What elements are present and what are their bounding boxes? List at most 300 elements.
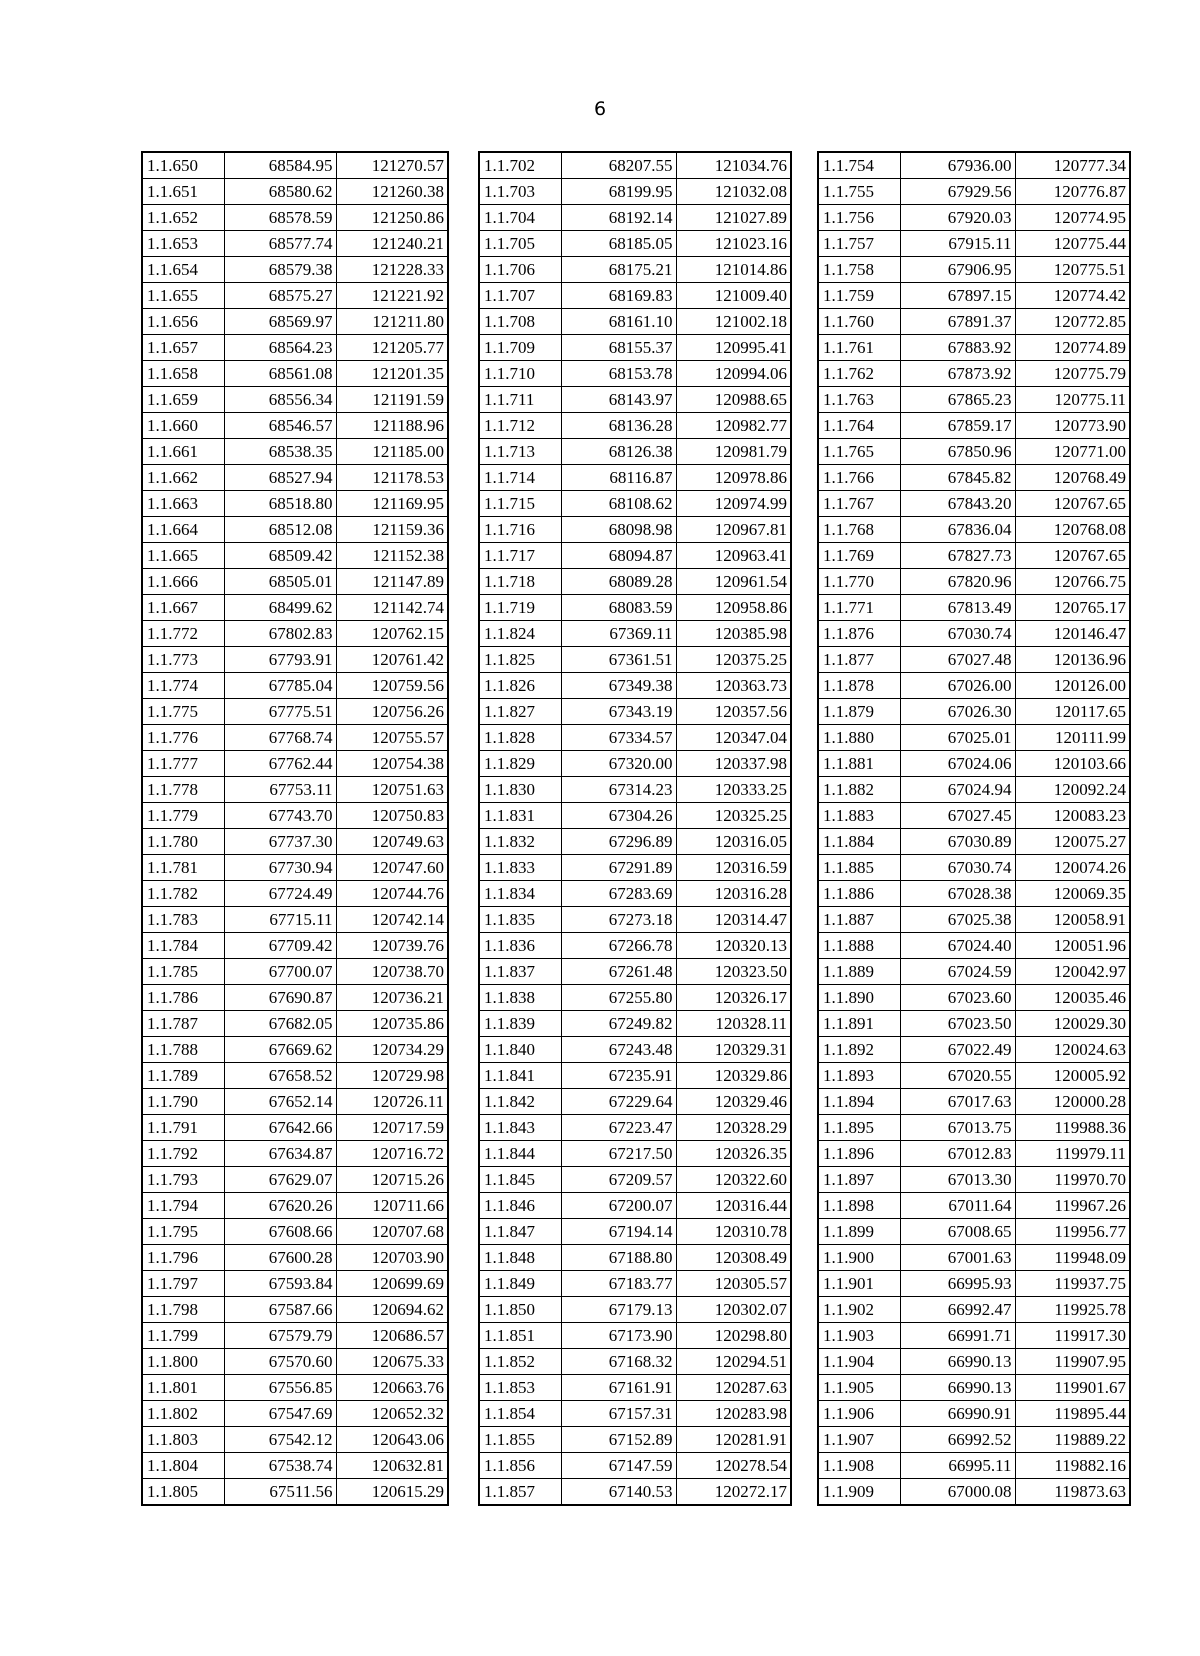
- table-row: [479, 309, 791, 335]
- x-coordinate-cell: 67775.51: [224, 699, 336, 725]
- x-coordinate-cell: 67349.38: [561, 673, 676, 699]
- point-id-cell: 1.1.881: [818, 751, 900, 777]
- x-coordinate-cell: 67147.59: [561, 1453, 676, 1479]
- x-coordinate-cell: 67579.79: [224, 1323, 336, 1349]
- table-row: [142, 491, 448, 517]
- table-row: [479, 959, 791, 985]
- table-row: [818, 751, 1130, 777]
- point-id-cell: 1.1.664: [142, 517, 224, 543]
- y-coordinate-cell: 120739.76: [336, 933, 448, 959]
- table-row: [142, 1193, 448, 1219]
- y-coordinate-cell: 120711.66: [336, 1193, 448, 1219]
- y-coordinate-cell: 120958.86: [676, 595, 791, 621]
- point-id-cell: 1.1.705: [479, 231, 561, 257]
- point-id-cell: 1.1.702: [479, 152, 561, 179]
- y-coordinate-cell: 120305.57: [676, 1271, 791, 1297]
- y-coordinate-cell: 120316.44: [676, 1193, 791, 1219]
- point-id-cell: 1.1.771: [818, 595, 900, 621]
- point-id-cell: 1.1.854: [479, 1401, 561, 1427]
- y-coordinate-cell: 120287.63: [676, 1375, 791, 1401]
- point-id-cell: 1.1.784: [142, 933, 224, 959]
- table-row: [479, 1141, 791, 1167]
- point-id-cell: 1.1.840: [479, 1037, 561, 1063]
- point-id-cell: 1.1.793: [142, 1167, 224, 1193]
- y-coordinate-cell: 120995.41: [676, 335, 791, 361]
- table-row: [818, 985, 1130, 1011]
- point-id-cell: 1.1.651: [142, 179, 224, 205]
- y-coordinate-cell: 120759.56: [336, 673, 448, 699]
- table-row: [479, 777, 791, 803]
- y-coordinate-cell: 119907.95: [1015, 1349, 1130, 1375]
- point-id-cell: 1.1.846: [479, 1193, 561, 1219]
- table-row: [818, 1479, 1130, 1506]
- point-id-cell: 1.1.825: [479, 647, 561, 673]
- x-coordinate-cell: 67850.96: [900, 439, 1015, 465]
- y-coordinate-cell: 120686.57: [336, 1323, 448, 1349]
- x-coordinate-cell: 67030.89: [900, 829, 1015, 855]
- table-row: [479, 1115, 791, 1141]
- y-coordinate-cell: 120755.57: [336, 725, 448, 751]
- point-id-cell: 1.1.804: [142, 1453, 224, 1479]
- x-coordinate-cell: 67753.11: [224, 777, 336, 803]
- x-coordinate-cell: 68207.55: [561, 152, 676, 179]
- table-row: [142, 751, 448, 777]
- table-row: [818, 491, 1130, 517]
- x-coordinate-cell: 67255.80: [561, 985, 676, 1011]
- x-coordinate-cell: 68538.35: [224, 439, 336, 465]
- x-coordinate-cell: 67027.45: [900, 803, 1015, 829]
- y-coordinate-cell: 120756.26: [336, 699, 448, 725]
- point-id-cell: 1.1.762: [818, 361, 900, 387]
- point-id-cell: 1.1.799: [142, 1323, 224, 1349]
- table-row: [818, 621, 1130, 647]
- y-coordinate-cell: 120632.81: [336, 1453, 448, 1479]
- x-coordinate-cell: 67283.69: [561, 881, 676, 907]
- table-row: [479, 1011, 791, 1037]
- x-coordinate-cell: 67891.37: [900, 309, 1015, 335]
- table-row: [818, 335, 1130, 361]
- x-coordinate-cell: 68575.27: [224, 283, 336, 309]
- y-coordinate-cell: 120051.96: [1015, 933, 1130, 959]
- x-coordinate-cell: 67017.63: [900, 1089, 1015, 1115]
- x-coordinate-cell: 67024.40: [900, 933, 1015, 959]
- point-id-cell: 1.1.805: [142, 1479, 224, 1506]
- point-id-cell: 1.1.836: [479, 933, 561, 959]
- y-coordinate-cell: 120774.42: [1015, 283, 1130, 309]
- table-row: [142, 309, 448, 335]
- y-coordinate-cell: 120316.28: [676, 881, 791, 907]
- table-row: [479, 1349, 791, 1375]
- x-coordinate-cell: 66990.13: [900, 1375, 1015, 1401]
- point-id-cell: 1.1.798: [142, 1297, 224, 1323]
- table-row: [479, 283, 791, 309]
- x-coordinate-cell: 67724.49: [224, 881, 336, 907]
- table-row: [818, 257, 1130, 283]
- x-coordinate-cell: 68512.08: [224, 517, 336, 543]
- x-coordinate-cell: 67243.48: [561, 1037, 676, 1063]
- point-id-cell: 1.1.826: [479, 673, 561, 699]
- y-coordinate-cell: 120754.38: [336, 751, 448, 777]
- x-coordinate-cell: 68584.95: [224, 152, 336, 179]
- x-coordinate-cell: 67188.80: [561, 1245, 676, 1271]
- point-id-cell: 1.1.896: [818, 1141, 900, 1167]
- y-coordinate-cell: 120326.17: [676, 985, 791, 1011]
- point-id-cell: 1.1.754: [818, 152, 900, 179]
- point-id-cell: 1.1.827: [479, 699, 561, 725]
- x-coordinate-cell: 67802.83: [224, 621, 336, 647]
- y-coordinate-cell: 121152.38: [336, 543, 448, 569]
- x-coordinate-cell: 67013.30: [900, 1167, 1015, 1193]
- table-row: [142, 335, 448, 361]
- point-id-cell: 1.1.905: [818, 1375, 900, 1401]
- table-row: [142, 283, 448, 309]
- table-row: [142, 1089, 448, 1115]
- y-coordinate-cell: 120729.98: [336, 1063, 448, 1089]
- table-row: [818, 1141, 1130, 1167]
- point-id-cell: 1.1.709: [479, 335, 561, 361]
- point-id-cell: 1.1.656: [142, 309, 224, 335]
- x-coordinate-cell: 67011.64: [900, 1193, 1015, 1219]
- y-coordinate-cell: 119956.77: [1015, 1219, 1130, 1245]
- x-coordinate-cell: 68192.14: [561, 205, 676, 231]
- x-coordinate-cell: 67897.15: [900, 283, 1015, 309]
- y-coordinate-cell: 119967.26: [1015, 1193, 1130, 1219]
- y-coordinate-cell: 121032.08: [676, 179, 791, 205]
- point-id-cell: 1.1.758: [818, 257, 900, 283]
- point-id-cell: 1.1.824: [479, 621, 561, 647]
- x-coordinate-cell: 67012.83: [900, 1141, 1015, 1167]
- y-coordinate-cell: 120765.17: [1015, 595, 1130, 621]
- y-coordinate-cell: 120775.44: [1015, 231, 1130, 257]
- y-coordinate-cell: 120967.81: [676, 517, 791, 543]
- x-coordinate-cell: 68556.34: [224, 387, 336, 413]
- point-id-cell: 1.1.715: [479, 491, 561, 517]
- point-id-cell: 1.1.837: [479, 959, 561, 985]
- table-row: [818, 907, 1130, 933]
- x-coordinate-cell: 67022.49: [900, 1037, 1015, 1063]
- table-row: [818, 725, 1130, 751]
- x-coordinate-cell: 68175.21: [561, 257, 676, 283]
- y-coordinate-cell: 120750.83: [336, 803, 448, 829]
- x-coordinate-cell: 67920.03: [900, 205, 1015, 231]
- point-id-cell: 1.1.769: [818, 543, 900, 569]
- x-coordinate-cell: 67511.56: [224, 1479, 336, 1506]
- x-coordinate-cell: 67642.66: [224, 1115, 336, 1141]
- point-id-cell: 1.1.666: [142, 569, 224, 595]
- x-coordinate-cell: 67682.05: [224, 1011, 336, 1037]
- y-coordinate-cell: 120675.33: [336, 1349, 448, 1375]
- point-id-cell: 1.1.710: [479, 361, 561, 387]
- x-coordinate-cell: 67608.66: [224, 1219, 336, 1245]
- table-row: [818, 933, 1130, 959]
- y-coordinate-cell: 120761.42: [336, 647, 448, 673]
- table-row: [142, 959, 448, 985]
- x-coordinate-cell: 68161.10: [561, 309, 676, 335]
- y-coordinate-cell: 120771.00: [1015, 439, 1130, 465]
- y-coordinate-cell: 120694.62: [336, 1297, 448, 1323]
- point-id-cell: 1.1.856: [479, 1453, 561, 1479]
- table-row: [818, 1427, 1130, 1453]
- x-coordinate-cell: 67013.75: [900, 1115, 1015, 1141]
- y-coordinate-cell: 120615.29: [336, 1479, 448, 1506]
- x-coordinate-cell: 67334.57: [561, 725, 676, 751]
- point-id-cell: 1.1.712: [479, 413, 561, 439]
- point-id-cell: 1.1.886: [818, 881, 900, 907]
- y-coordinate-cell: 121027.89: [676, 205, 791, 231]
- table-row: [142, 387, 448, 413]
- x-coordinate-cell: 67873.92: [900, 361, 1015, 387]
- point-id-cell: 1.1.847: [479, 1219, 561, 1245]
- x-coordinate-cell: 67235.91: [561, 1063, 676, 1089]
- point-id-cell: 1.1.713: [479, 439, 561, 465]
- point-id-cell: 1.1.834: [479, 881, 561, 907]
- y-coordinate-cell: 120982.77: [676, 413, 791, 439]
- x-coordinate-cell: 66990.13: [900, 1349, 1015, 1375]
- y-coordinate-cell: 120029.30: [1015, 1011, 1130, 1037]
- table-row: [479, 517, 791, 543]
- y-coordinate-cell: 119917.30: [1015, 1323, 1130, 1349]
- x-coordinate-cell: 67304.26: [561, 803, 676, 829]
- x-coordinate-cell: 67768.74: [224, 725, 336, 751]
- y-coordinate-cell: 119937.75: [1015, 1271, 1130, 1297]
- point-id-cell: 1.1.708: [479, 309, 561, 335]
- point-id-cell: 1.1.891: [818, 1011, 900, 1037]
- point-id-cell: 1.1.765: [818, 439, 900, 465]
- table-row: [142, 517, 448, 543]
- y-coordinate-cell: 120075.27: [1015, 829, 1130, 855]
- point-id-cell: 1.1.785: [142, 959, 224, 985]
- y-coordinate-cell: 119948.09: [1015, 1245, 1130, 1271]
- table-row: [479, 907, 791, 933]
- x-coordinate-cell: 67820.96: [900, 569, 1015, 595]
- x-coordinate-cell: 67843.20: [900, 491, 1015, 517]
- x-coordinate-cell: 67793.91: [224, 647, 336, 673]
- x-coordinate-cell: 67026.30: [900, 699, 1015, 725]
- x-coordinate-cell: 67547.69: [224, 1401, 336, 1427]
- y-coordinate-cell: 120302.07: [676, 1297, 791, 1323]
- x-coordinate-cell: 67556.85: [224, 1375, 336, 1401]
- point-id-cell: 1.1.832: [479, 829, 561, 855]
- table-row: [479, 1375, 791, 1401]
- y-coordinate-cell: 120767.65: [1015, 543, 1130, 569]
- x-coordinate-cell: 67785.04: [224, 673, 336, 699]
- point-id-cell: 1.1.661: [142, 439, 224, 465]
- table-row: [818, 283, 1130, 309]
- table-row: [142, 439, 448, 465]
- table-row: [142, 803, 448, 829]
- table-row: [818, 673, 1130, 699]
- y-coordinate-cell: 120768.49: [1015, 465, 1130, 491]
- point-id-cell: 1.1.704: [479, 205, 561, 231]
- x-coordinate-cell: 67709.42: [224, 933, 336, 959]
- y-coordinate-cell: 120774.89: [1015, 335, 1130, 361]
- point-id-cell: 1.1.833: [479, 855, 561, 881]
- point-id-cell: 1.1.783: [142, 907, 224, 933]
- y-coordinate-cell: 121240.21: [336, 231, 448, 257]
- table-row: [818, 465, 1130, 491]
- point-id-cell: 1.1.903: [818, 1323, 900, 1349]
- x-coordinate-cell: 67813.49: [900, 595, 1015, 621]
- table-row: [142, 257, 448, 283]
- x-coordinate-cell: 67173.90: [561, 1323, 676, 1349]
- coordinates-table-2: [478, 151, 792, 1506]
- x-coordinate-cell: 66992.47: [900, 1297, 1015, 1323]
- point-id-cell: 1.1.778: [142, 777, 224, 803]
- y-coordinate-cell: 120337.98: [676, 751, 791, 777]
- x-coordinate-cell: 67715.11: [224, 907, 336, 933]
- x-coordinate-cell: 68169.83: [561, 283, 676, 309]
- x-coordinate-cell: 68579.38: [224, 257, 336, 283]
- y-coordinate-cell: 120978.86: [676, 465, 791, 491]
- x-coordinate-cell: 67929.56: [900, 179, 1015, 205]
- y-coordinate-cell: 120749.63: [336, 829, 448, 855]
- x-coordinate-cell: 67600.28: [224, 1245, 336, 1271]
- y-coordinate-cell: 120974.99: [676, 491, 791, 517]
- y-coordinate-cell: 120314.47: [676, 907, 791, 933]
- y-coordinate-cell: 120375.25: [676, 647, 791, 673]
- table-row: [818, 1089, 1130, 1115]
- y-coordinate-cell: 121191.59: [336, 387, 448, 413]
- y-coordinate-cell: 120742.14: [336, 907, 448, 933]
- table-row: [142, 647, 448, 673]
- table-row: [142, 933, 448, 959]
- point-id-cell: 1.1.797: [142, 1271, 224, 1297]
- y-coordinate-cell: 120776.87: [1015, 179, 1130, 205]
- table-row: [479, 1297, 791, 1323]
- y-coordinate-cell: 120363.73: [676, 673, 791, 699]
- x-coordinate-cell: 68126.38: [561, 439, 676, 465]
- table-row: [142, 1271, 448, 1297]
- point-id-cell: 1.1.774: [142, 673, 224, 699]
- table-row: [142, 413, 448, 439]
- point-id-cell: 1.1.907: [818, 1427, 900, 1453]
- point-id-cell: 1.1.888: [818, 933, 900, 959]
- y-coordinate-cell: 119873.63: [1015, 1479, 1130, 1506]
- point-id-cell: 1.1.659: [142, 387, 224, 413]
- x-coordinate-cell: 67023.60: [900, 985, 1015, 1011]
- x-coordinate-cell: 67020.55: [900, 1063, 1015, 1089]
- table-row: [479, 179, 791, 205]
- y-coordinate-cell: 120328.29: [676, 1115, 791, 1141]
- point-id-cell: 1.1.714: [479, 465, 561, 491]
- y-coordinate-cell: 121260.38: [336, 179, 448, 205]
- y-coordinate-cell: 121009.40: [676, 283, 791, 309]
- table-row: [818, 1193, 1130, 1219]
- point-id-cell: 1.1.716: [479, 517, 561, 543]
- y-coordinate-cell: 120005.92: [1015, 1063, 1130, 1089]
- y-coordinate-cell: 120024.63: [1015, 1037, 1130, 1063]
- y-coordinate-cell: 120699.69: [336, 1271, 448, 1297]
- y-coordinate-cell: 120281.91: [676, 1427, 791, 1453]
- x-coordinate-cell: 67291.89: [561, 855, 676, 881]
- x-coordinate-cell: 68136.28: [561, 413, 676, 439]
- point-id-cell: 1.1.899: [818, 1219, 900, 1245]
- x-coordinate-cell: 68546.57: [224, 413, 336, 439]
- x-coordinate-cell: 67730.94: [224, 855, 336, 881]
- x-coordinate-cell: 67024.94: [900, 777, 1015, 803]
- x-coordinate-cell: 66990.91: [900, 1401, 1015, 1427]
- y-coordinate-cell: 120357.56: [676, 699, 791, 725]
- table-row: [142, 907, 448, 933]
- table-row: [142, 465, 448, 491]
- x-coordinate-cell: 67026.00: [900, 673, 1015, 699]
- point-id-cell: 1.1.852: [479, 1349, 561, 1375]
- x-coordinate-cell: 67620.26: [224, 1193, 336, 1219]
- y-coordinate-cell: 120716.72: [336, 1141, 448, 1167]
- point-id-cell: 1.1.717: [479, 543, 561, 569]
- x-coordinate-cell: 67209.57: [561, 1167, 676, 1193]
- y-coordinate-cell: 119970.70: [1015, 1167, 1130, 1193]
- table-row: [818, 1245, 1130, 1271]
- point-id-cell: 1.1.845: [479, 1167, 561, 1193]
- y-coordinate-cell: 120766.75: [1015, 569, 1130, 595]
- y-coordinate-cell: 121228.33: [336, 257, 448, 283]
- x-coordinate-cell: 67200.07: [561, 1193, 676, 1219]
- point-id-cell: 1.1.900: [818, 1245, 900, 1271]
- point-id-cell: 1.1.898: [818, 1193, 900, 1219]
- table-row: [818, 152, 1130, 179]
- y-coordinate-cell: 121142.74: [336, 595, 448, 621]
- y-coordinate-cell: 121169.95: [336, 491, 448, 517]
- point-id-cell: 1.1.773: [142, 647, 224, 673]
- point-id-cell: 1.1.889: [818, 959, 900, 985]
- x-coordinate-cell: 68577.74: [224, 231, 336, 257]
- table-row: [818, 205, 1130, 231]
- table-row: [479, 465, 791, 491]
- x-coordinate-cell: 68569.97: [224, 309, 336, 335]
- table-row: [142, 1037, 448, 1063]
- y-coordinate-cell: 121270.57: [336, 152, 448, 179]
- y-coordinate-cell: 119979.11: [1015, 1141, 1130, 1167]
- x-coordinate-cell: 67024.06: [900, 751, 1015, 777]
- y-coordinate-cell: 120751.63: [336, 777, 448, 803]
- x-coordinate-cell: 67008.65: [900, 1219, 1015, 1245]
- coordinates-table-3: [817, 151, 1131, 1506]
- point-id-cell: 1.1.893: [818, 1063, 900, 1089]
- y-coordinate-cell: 120744.76: [336, 881, 448, 907]
- table-row: [818, 1297, 1130, 1323]
- table-row: [818, 1323, 1130, 1349]
- x-coordinate-cell: 67001.63: [900, 1245, 1015, 1271]
- table-row: [479, 803, 791, 829]
- y-coordinate-cell: 121211.80: [336, 309, 448, 335]
- table-row: [142, 595, 448, 621]
- point-id-cell: 1.1.654: [142, 257, 224, 283]
- table-row: [142, 1063, 448, 1089]
- point-id-cell: 1.1.660: [142, 413, 224, 439]
- y-coordinate-cell: 120735.86: [336, 1011, 448, 1037]
- point-id-cell: 1.1.883: [818, 803, 900, 829]
- point-id-cell: 1.1.877: [818, 647, 900, 673]
- y-coordinate-cell: 120136.96: [1015, 647, 1130, 673]
- table-row: [142, 673, 448, 699]
- x-coordinate-cell: 68561.08: [224, 361, 336, 387]
- table-row: [818, 1375, 1130, 1401]
- point-id-cell: 1.1.838: [479, 985, 561, 1011]
- point-id-cell: 1.1.841: [479, 1063, 561, 1089]
- point-id-cell: 1.1.792: [142, 1141, 224, 1167]
- point-id-cell: 1.1.795: [142, 1219, 224, 1245]
- point-id-cell: 1.1.887: [818, 907, 900, 933]
- point-id-cell: 1.1.719: [479, 595, 561, 621]
- x-coordinate-cell: 67587.66: [224, 1297, 336, 1323]
- x-coordinate-cell: 67027.48: [900, 647, 1015, 673]
- y-coordinate-cell: 119925.78: [1015, 1297, 1130, 1323]
- x-coordinate-cell: 67025.38: [900, 907, 1015, 933]
- y-coordinate-cell: 120035.46: [1015, 985, 1130, 1011]
- table-row: [142, 855, 448, 881]
- y-coordinate-cell: 119895.44: [1015, 1401, 1130, 1427]
